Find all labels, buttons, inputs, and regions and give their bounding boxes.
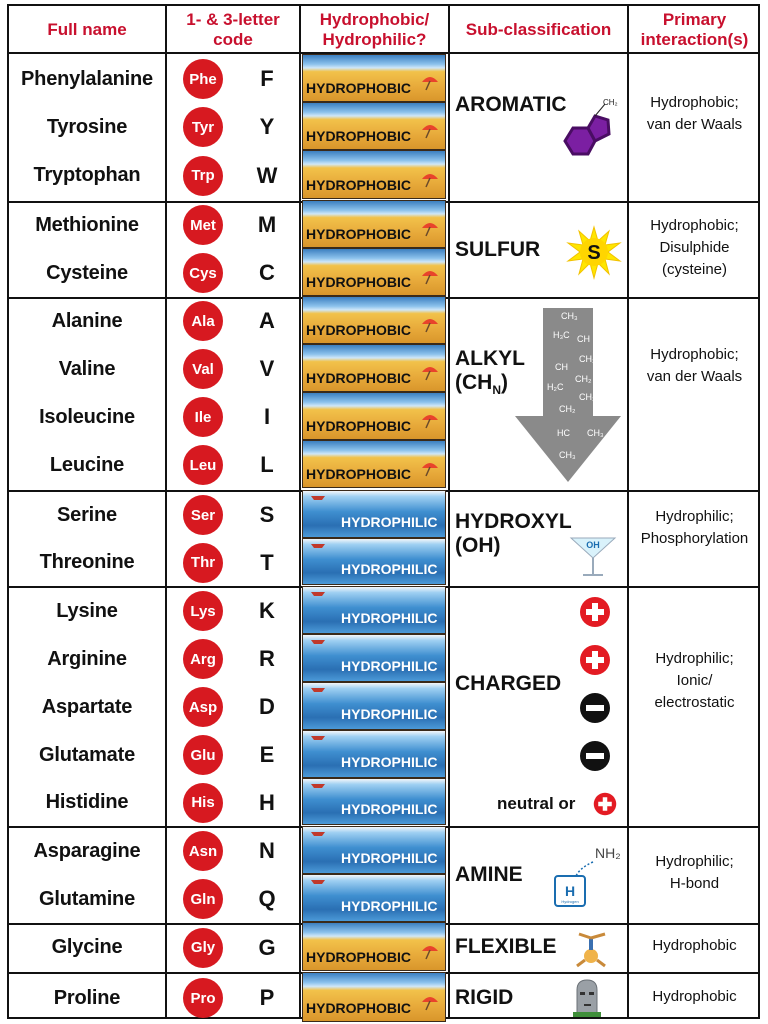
negative-charge-icon — [579, 692, 611, 724]
positive-charge-icon — [593, 792, 617, 816]
three-letter-code-badge: Tyr — [183, 107, 223, 147]
three-letter-code-badge: Asp — [183, 687, 223, 727]
alkyl-formula-text: CH₃ — [587, 428, 604, 438]
three-letter-code-badge: Arg — [183, 639, 223, 679]
alkyl-formula-text: CH₃ — [579, 392, 596, 402]
beach-umbrella-icon — [421, 315, 439, 333]
primary-line: Phosphorylation — [640, 530, 749, 547]
header-primary-line2: interaction(s) — [640, 30, 749, 49]
hydrophilic-water-strip — [302, 586, 446, 634]
three-letter-code-cell — [181, 394, 225, 440]
three-letter-code-badge: Phe — [183, 59, 223, 99]
header-primary — [629, 6, 760, 54]
three-letter-code-cell — [181, 202, 225, 248]
header-full-name — [9, 6, 165, 54]
primary-line: Ionic/ — [676, 672, 713, 689]
amino-acid-name: Glutamine — [39, 887, 135, 910]
header-full-name-text: Full name — [47, 20, 127, 39]
primary-alkyl — [629, 344, 760, 388]
subclass-flexible: FLEXIBLE — [455, 935, 557, 958]
hydro-label: HYDROPHILIC — [341, 561, 438, 577]
one-letter-code: N — [259, 838, 275, 863]
header-hydro-line1: Hydrophobic/ — [319, 10, 430, 29]
amino-acid-name: Alanine — [51, 309, 123, 332]
three-letter-code-cell — [181, 250, 225, 296]
one-letter-code: Y — [259, 114, 275, 139]
hydrophilic-water-strip — [302, 538, 446, 585]
alkyl-formula-text: CH₃ — [559, 450, 576, 460]
three-letter-code-cell — [181, 828, 225, 874]
header-hydro — [301, 6, 448, 54]
header-primary-line1: Primary — [662, 10, 727, 29]
hydro-label: HYDROPHOBIC — [306, 226, 412, 242]
alkyl-formula-text: CH₂ — [559, 404, 576, 414]
three-letter-code-badge: Met — [183, 205, 223, 245]
subclass-amine: AMINE — [455, 863, 523, 886]
hydrophobic-beach-strip — [302, 102, 446, 150]
subclass-alkyl-subscript: N — [492, 383, 501, 398]
primary-sulfur — [629, 215, 760, 281]
three-letter-code-cell — [181, 780, 225, 825]
moai-statue-icon — [569, 978, 605, 1018]
three-letter-code-cell — [181, 974, 225, 1022]
three-letter-code-cell — [181, 732, 225, 778]
hydrophilic-water-strip — [302, 730, 446, 778]
hydro-label: HYDROPHOBIC — [306, 128, 412, 144]
three-letter-code-cell — [181, 924, 225, 971]
hydro-label: HYDROPHILIC — [341, 706, 438, 722]
amino-acid-name: Cysteine — [46, 261, 128, 284]
primary-line: Hydrophobic — [652, 937, 737, 954]
boat-icon — [311, 590, 325, 596]
three-letter-code-badge: Thr — [183, 543, 223, 583]
hydrophobic-beach-strip — [302, 200, 446, 248]
primary-flexible — [629, 935, 760, 957]
hydro-label: HYDROPHOBIC — [306, 949, 412, 965]
one-letter-code: L — [260, 452, 274, 477]
alkyl-formula-text: CH₃ — [579, 354, 596, 364]
sulfur-sun-icon — [565, 225, 623, 281]
three-letter-code-badge: Cys — [183, 253, 223, 293]
alkyl-formula-text: CH₂ — [575, 374, 592, 384]
subclass-hydroxyl — [455, 510, 572, 558]
three-letter-code-badge: Asn — [183, 831, 223, 871]
three-letter-code-cell — [181, 346, 225, 392]
amino-acid-name: Asparagine — [33, 839, 141, 862]
aromatic-ch2-label: CH₂ — [603, 98, 618, 107]
amino-acid-name: Glycine — [51, 936, 123, 958]
subclass-hydroxyl-line1: HYDROXYL — [455, 510, 572, 533]
beach-umbrella-icon — [421, 121, 439, 139]
three-letter-code-cell — [181, 492, 225, 538]
primary-line: Hydrophobic — [652, 988, 737, 1005]
alkyl-chain-arrow-icon — [513, 304, 623, 486]
one-letter-code: I — [263, 404, 271, 429]
amino-acid-name: Arginine — [47, 647, 127, 670]
three-letter-code-cell — [181, 540, 225, 585]
column-divider — [165, 6, 167, 1017]
subclass-sulfur: SULFUR — [455, 238, 541, 261]
alkyl-formula-text: CH — [555, 362, 568, 372]
beach-umbrella-icon — [421, 267, 439, 285]
amino-acid-name: Glutamate — [38, 743, 135, 766]
primary-line: electrostatic — [654, 694, 735, 711]
amino-acid-name: Leucine — [49, 453, 125, 476]
positive-charge-icon — [579, 644, 611, 676]
three-letter-code-cell — [181, 56, 225, 102]
beach-umbrella-icon — [421, 993, 439, 1011]
alkyl-formula-text: H₃C — [553, 330, 570, 340]
hydro-label: HYDROPHOBIC — [306, 370, 412, 386]
column-divider — [448, 6, 450, 1017]
hydro-label: HYDROPHILIC — [341, 801, 438, 817]
header-subclass — [450, 6, 627, 54]
beach-umbrella-icon — [421, 942, 439, 960]
primary-line: Hydrophilic; — [655, 508, 734, 525]
primary-line: van der Waals — [646, 368, 743, 385]
amino-acid-name: Valine — [58, 357, 116, 380]
primary-amine — [629, 851, 760, 895]
one-letter-code: W — [256, 162, 278, 188]
subclass-alkyl-close: ) — [501, 371, 508, 394]
primary-line: H-bond — [669, 875, 720, 892]
header-code-line1: 1- & 3-letter — [186, 10, 280, 29]
primary-rigid — [629, 986, 760, 1008]
gymnast-icon — [571, 930, 615, 970]
hydrogen-letter: H — [564, 883, 576, 899]
hydrophilic-water-strip — [302, 826, 446, 874]
three-letter-code-cell — [181, 152, 225, 199]
hydrophilic-water-strip — [302, 682, 446, 730]
amino-acid-name: Serine — [57, 503, 117, 526]
three-letter-code-badge: Lys — [183, 591, 223, 631]
hydro-label: HYDROPHOBIC — [306, 274, 412, 290]
beach-umbrella-icon — [421, 170, 439, 188]
amino-acid-name: Aspartate — [41, 695, 133, 718]
three-letter-code-badge: Leu — [183, 445, 223, 485]
amino-acid-name: Tryptophan — [33, 164, 141, 186]
boat-icon — [311, 830, 325, 836]
hydrophilic-water-strip — [302, 634, 446, 682]
hydrophilic-water-strip — [302, 490, 446, 538]
hydrophobic-beach-strip — [302, 248, 446, 296]
three-letter-code-cell — [181, 684, 225, 730]
amino-acid-name: Threonine — [39, 551, 135, 573]
boat-icon — [311, 686, 325, 692]
beach-umbrella-icon — [421, 219, 439, 237]
amino-acid-name: Histidine — [45, 791, 129, 813]
hydro-label: HYDROPHOBIC — [306, 1000, 412, 1016]
amino-acid-name: Lysine — [56, 599, 118, 622]
hydro-label: HYDROPHILIC — [341, 658, 438, 674]
amino-acid-name: Tyrosine — [46, 115, 128, 138]
indole-ring-icon — [553, 96, 625, 166]
boat-icon — [311, 494, 325, 500]
primary-line: (cysteine) — [661, 261, 728, 278]
three-letter-code-badge: Trp — [183, 156, 223, 196]
primary-line: Hydrophilic; — [655, 853, 734, 870]
hydro-label: HYDROPHILIC — [341, 514, 438, 530]
one-letter-code: V — [259, 356, 275, 381]
boat-icon — [311, 542, 325, 548]
three-letter-code-badge: Gly — [183, 928, 223, 968]
one-letter-code: F — [260, 66, 274, 91]
hydro-label: HYDROPHILIC — [341, 850, 438, 866]
three-letter-code-cell — [181, 588, 225, 634]
amino-acid-name: Methionine — [35, 213, 139, 236]
header-hydro-line2: Hydrophilic? — [322, 30, 427, 49]
hydrophobic-beach-strip — [302, 392, 446, 440]
primary-charged — [629, 648, 760, 714]
primary-line: Hydrophobic; — [650, 217, 739, 234]
subclass-alkyl-line2: (CH — [455, 371, 493, 394]
hydro-label: HYDROPHOBIC — [306, 80, 412, 96]
neutral-or-text: neutral or — [497, 794, 576, 813]
subclass-rigid: RIGID — [455, 986, 514, 1009]
three-letter-code-cell — [181, 636, 225, 682]
beach-umbrella-icon — [421, 73, 439, 91]
column-divider — [299, 6, 301, 1017]
hydro-label: HYDROPHILIC — [341, 610, 438, 626]
three-letter-code-badge: Ser — [183, 495, 223, 535]
positive-charge-icon — [579, 596, 611, 628]
subclass-charged: CHARGED — [455, 672, 562, 695]
three-letter-code-badge: Val — [183, 349, 223, 389]
hydrophobic-beach-strip — [302, 972, 446, 1022]
primary-line: Hydrophobic; — [650, 94, 739, 111]
three-letter-code-cell — [181, 442, 225, 488]
alkyl-formula-text: CH₃ — [561, 311, 578, 321]
three-letter-code-badge: Pro — [183, 978, 223, 1018]
one-letter-code: S — [259, 502, 275, 527]
beach-umbrella-icon — [421, 459, 439, 477]
cocktail-glass-icon — [567, 534, 619, 580]
hydrophobic-beach-strip — [302, 150, 446, 199]
alkyl-formula-text: HC — [557, 428, 570, 438]
three-letter-code-badge: His — [183, 783, 223, 823]
boat-icon — [311, 638, 325, 644]
amino-acid-name: Proline — [53, 986, 121, 1009]
one-letter-code: P — [259, 985, 275, 1010]
one-letter-code: G — [258, 934, 276, 960]
primary-line: Disulphide — [659, 239, 730, 256]
one-letter-code: M — [257, 212, 277, 237]
one-letter-code: D — [259, 694, 275, 719]
one-letter-code: C — [259, 260, 275, 285]
hydro-label: HYDROPHOBIC — [306, 322, 412, 338]
header-code — [167, 6, 299, 54]
amino-acid-table — [7, 4, 760, 1019]
three-letter-code-cell — [181, 104, 225, 150]
alkyl-formula-text: CH — [577, 334, 590, 344]
hydrogen-caption: Hydrogen — [561, 899, 579, 904]
hydrophobic-beach-strip — [302, 344, 446, 392]
three-letter-code-badge: Ile — [183, 397, 223, 437]
alkyl-formula-text: H₂C — [547, 382, 564, 392]
one-letter-code: Q — [258, 886, 276, 911]
header-subclass-text: Sub-classification — [465, 20, 612, 39]
primary-line: Hydrophobic; — [650, 346, 739, 363]
header-code-line2: code — [213, 30, 253, 49]
hydrophobic-beach-strip — [302, 296, 446, 344]
beach-umbrella-icon — [421, 411, 439, 429]
primary-hydroxyl — [629, 506, 760, 550]
hydro-label: HYDROPHILIC — [341, 754, 438, 770]
hydrophilic-water-strip — [302, 778, 446, 825]
hydrophilic-water-strip — [302, 874, 446, 922]
amino-acid-name: Isoleucine — [39, 405, 135, 428]
hydro-label: HYDROPHILIC — [341, 898, 438, 914]
three-letter-code-badge: Glu — [183, 735, 223, 775]
subclass-hydroxyl-line2: (OH) — [455, 534, 501, 557]
amine-hydrogen-icon — [549, 838, 629, 910]
boat-icon — [311, 878, 325, 884]
one-letter-code: E — [259, 742, 275, 767]
hydro-label: HYDROPHOBIC — [306, 418, 412, 434]
subclass-alkyl-line1: ALKYL — [455, 347, 525, 370]
one-letter-code: K — [259, 598, 275, 623]
primary-line: van der Waals — [646, 116, 743, 133]
one-letter-code: A — [259, 308, 275, 333]
nh2-label: NH₂ — [595, 845, 621, 861]
boat-icon — [311, 734, 325, 740]
hydro-label: HYDROPHOBIC — [306, 177, 412, 193]
one-letter-code: R — [259, 646, 275, 671]
hydrophobic-beach-strip — [302, 440, 446, 488]
three-letter-code-cell — [181, 298, 225, 344]
subclass-aromatic: AROMATIC — [455, 93, 567, 116]
hydrophobic-beach-strip — [302, 922, 446, 971]
boat-icon — [311, 782, 325, 788]
primary-aromatic — [629, 92, 760, 136]
one-letter-code: H — [259, 789, 275, 815]
amino-acid-name: Phenylalanine — [21, 67, 153, 90]
beach-umbrella-icon — [421, 363, 439, 381]
sulfur-letter: S — [587, 242, 601, 264]
hydro-label: HYDROPHOBIC — [306, 466, 412, 482]
three-letter-code-badge: Gln — [183, 879, 223, 919]
hydrophobic-beach-strip — [302, 54, 446, 102]
three-letter-code-badge: Ala — [183, 301, 223, 341]
three-letter-code-cell — [181, 876, 225, 922]
oh-label: OH — [586, 540, 600, 550]
primary-line: Hydrophilic; — [655, 650, 734, 667]
negative-charge-icon — [579, 740, 611, 772]
one-letter-code: T — [260, 549, 274, 575]
